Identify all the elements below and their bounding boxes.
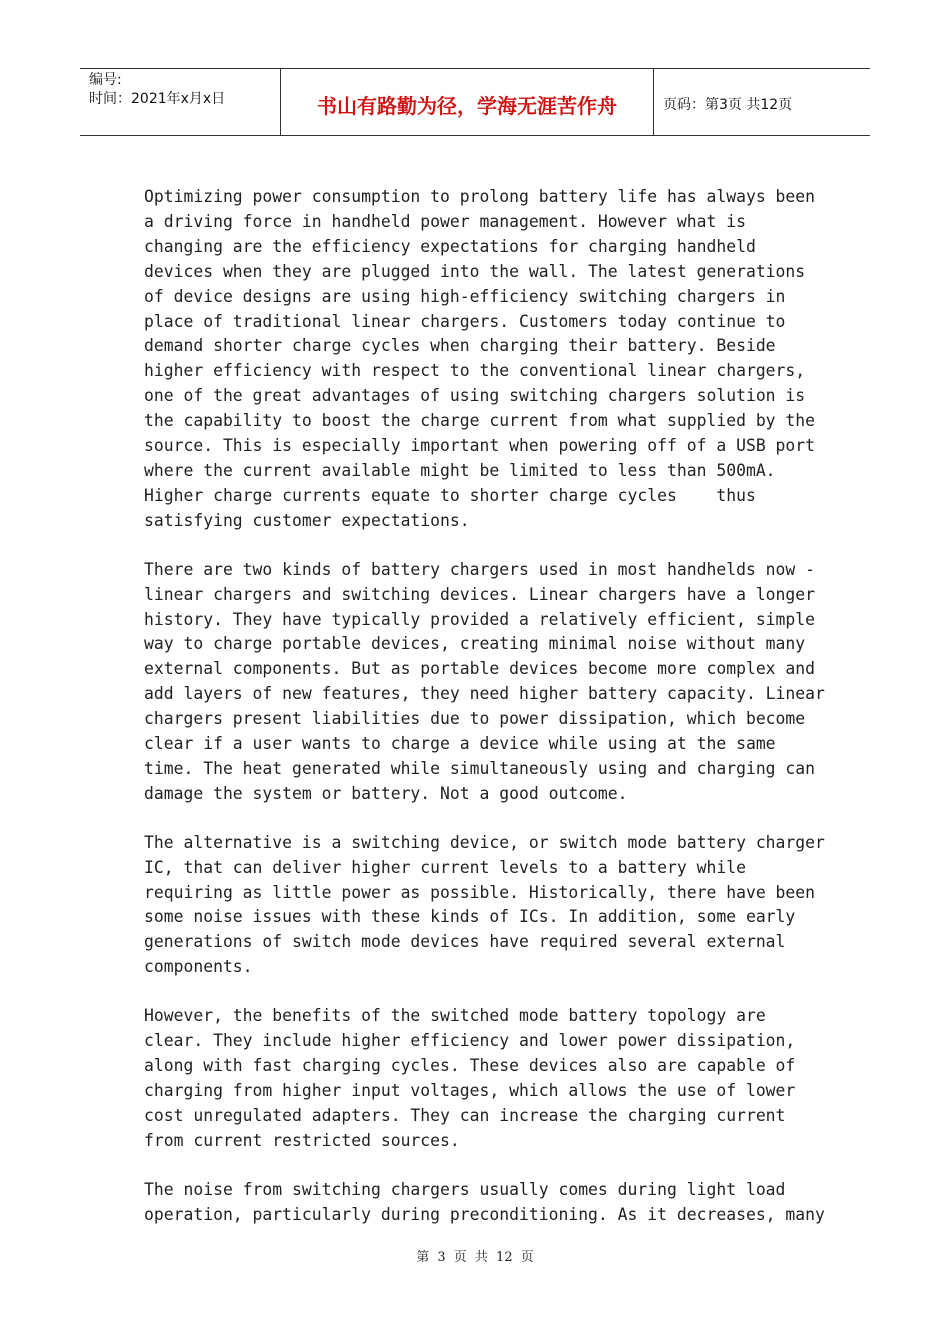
paragraph-2: There are two kinds of battery chargers used in most handhelds now - linear chargers and switching devices. Linear chargers have a longer history. They have typically provided a relatively efficient, simple way to charge portable devices, creating minimal noise without many external components. But as portable devices become more complex and add layers of new features, they need higher battery capacity. Linear chargers present liabilities due to power dissipation, which become clear if a user wants to charge a device while using at the same time. The heat generated while simultaneously using and charging can damage the system or battery. Not a good outcome. (144, 559, 825, 803)
paragraph-5: The noise from switching chargers usually comes during light load operation, particularly during preconditioning. As it decreases, many (144, 1179, 825, 1224)
page-footer: 第 3 页 共 12 页 (416, 1250, 534, 1265)
document-number-label: 编号: (89, 72, 122, 88)
header-meta (80, 69, 281, 135)
paragraph-1: Optimizing power consumption to prolong battery life has always been a driving force in handheld power management. However what is changing are the efficiency expectations for charging handheld devices when they are plugged into the wall. The latest generations of device designs are using high-efficiency switching chargers in place of traditional linear chargers. Customers today continue to demand shorter charge cycles when charging their battery. Beside higher efficiency with respect to the conventional linear chargers, one of the great advantages of using switching chargers solution is the capability to boost the charge current from what supplied by the source. This is especially important when powering off of a USB port where the current available might be limited to less than 500mA. Higher charge currents equate to shorter charge cycles thus satisfying customer expectations. (144, 187, 816, 530)
header-motto: 书山有路勤为径，学海无涯苦作舟 (281, 69, 654, 135)
document-body (144, 185, 824, 1251)
paragraph-4: However, the benefits of the switched mode battery topology are clear. They include higher efficiency and lower power dissipation, along with fast charging cycles. These devices also are capable of charging from higher input voltages, which allows the use of lower cost unregulated adapters. They can increase the charging current from current restricted sources. (144, 1006, 796, 1150)
page-header (80, 68, 870, 136)
header-page-info: 页码：第3页 共12页 (663, 97, 793, 113)
document-time-label: 时间：2021年x月x日 (89, 91, 226, 107)
paragraph-3: The alternative is a switching device, or switch mode battery charger IC, that can deliver higher current levels to a battery while requiring as little power as possible. Historically, there have been some noise issues with these kinds of ICs. In addition, some early generations of switch mode devices have required several external components. (144, 832, 825, 977)
